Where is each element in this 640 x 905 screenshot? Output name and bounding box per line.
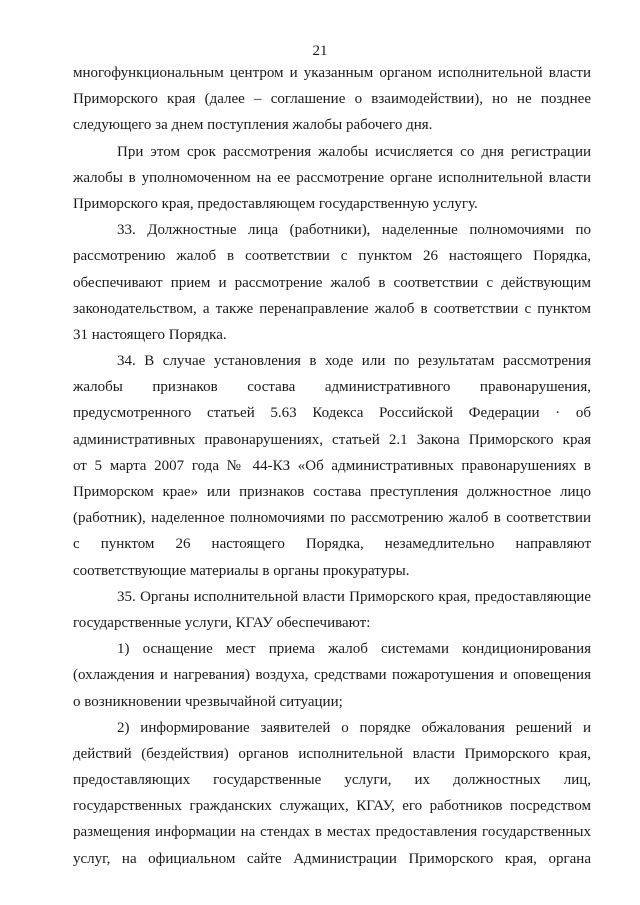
paragraph-line: Приморского края, предоставляющем государственную услугу. (73, 195, 478, 212)
paragraph (73, 348, 591, 584)
paragraph-line: предусмотренного статьей 5.63 Кодекса Российской Федерации · об (73, 405, 591, 422)
paragraph-line: законодательством, а также перенаправление жалоб в соответствии с пунктом (73, 300, 591, 317)
paragraph-line: следующего за днем поступления жалобы рабочего дня. (73, 117, 433, 134)
paragraph-line: 34. В случае установления в ходе или по результатам рассмотрения (117, 353, 591, 370)
paragraph (73, 60, 591, 139)
paragraph (73, 217, 591, 348)
paragraph-line: государственные услуги, КГАУ обеспечивают: (73, 614, 371, 631)
paragraph-line: 1) оснащение мест приема жалоб системами кондиционирования (117, 641, 591, 658)
paragraph-line: Приморском крае» или признаков состава преступления должностное лицо (73, 484, 591, 500)
paragraph-line: услуг, на официальном сайте Администрации Приморского края, органа (73, 850, 591, 867)
paragraph-line: от 5 марта 2007 года № 44-КЗ «Об административных правонарушениях в (73, 457, 591, 474)
paragraph-line: предоставляющих государственные услуги, их должностных лиц, (73, 772, 591, 789)
paragraph-line: (охлаждения и нагревания) воздуха, средствами пожаротушения и оповещения (73, 667, 591, 684)
paragraph-line: 2) информирование заявителей о порядке обжалования решений и (117, 719, 591, 736)
paragraph-line: (работник), наделенное полномочиями по рассмотрению жалоб в соответствии (73, 510, 591, 527)
paragraph-line: жалобы в уполномоченном на ее рассмотрение органе исполнительной власти (73, 169, 591, 186)
paragraph-line: рассмотрению жалоб в соответствии с пунктом 26 настоящего Порядка, (73, 248, 591, 265)
paragraph (73, 584, 591, 636)
paragraph-line: административных правонарушениях, статьей 2.1 Закона Приморского края (73, 431, 591, 448)
paragraph (73, 715, 591, 872)
paragraph-line: жалобы признаков состава административного правонарушения, (73, 379, 591, 396)
document-body (73, 60, 591, 872)
paragraph-line: многофункциональным центром и указанным органом исполнительной власти (73, 65, 591, 81)
paragraph-line: о возникновении чрезвычайной ситуации; (73, 693, 343, 710)
paragraph-line: государственных гражданских служащих, КГАУ, его работников посредством (73, 798, 591, 815)
paragraph (73, 139, 591, 218)
paragraph-line: Приморского края (далее – соглашение о взаимодействии), но не позднее (73, 91, 591, 108)
paragraph-line: 35. Органы исполнительной власти Приморского края, предоставляющие (117, 588, 591, 605)
paragraph-line: 33. Должностные лица (работники), наделенные полномочиями по (117, 222, 591, 239)
paragraph-line: действий (бездействия) органов исполнительной власти Приморского края, (73, 745, 591, 762)
paragraph (73, 636, 591, 715)
page-number: 21 (312, 43, 328, 59)
paragraph-line: с пунктом 26 настоящего Порядка, незамедлительно направляют (73, 536, 591, 553)
paragraph-line: размещения информации на стендах в местах предоставления государственных (73, 824, 591, 841)
paragraph-line: При этом срок рассмотрения жалобы исчисляется со дня регистрации (117, 143, 591, 160)
paragraph-line: обеспечивают прием и рассмотрение жалоб в соответствии с действующим (73, 274, 591, 291)
paragraph-line: 31 настоящего Порядка. (73, 326, 227, 343)
paragraph-line: соответствующие материалы в органы прокуратуры. (73, 562, 410, 579)
